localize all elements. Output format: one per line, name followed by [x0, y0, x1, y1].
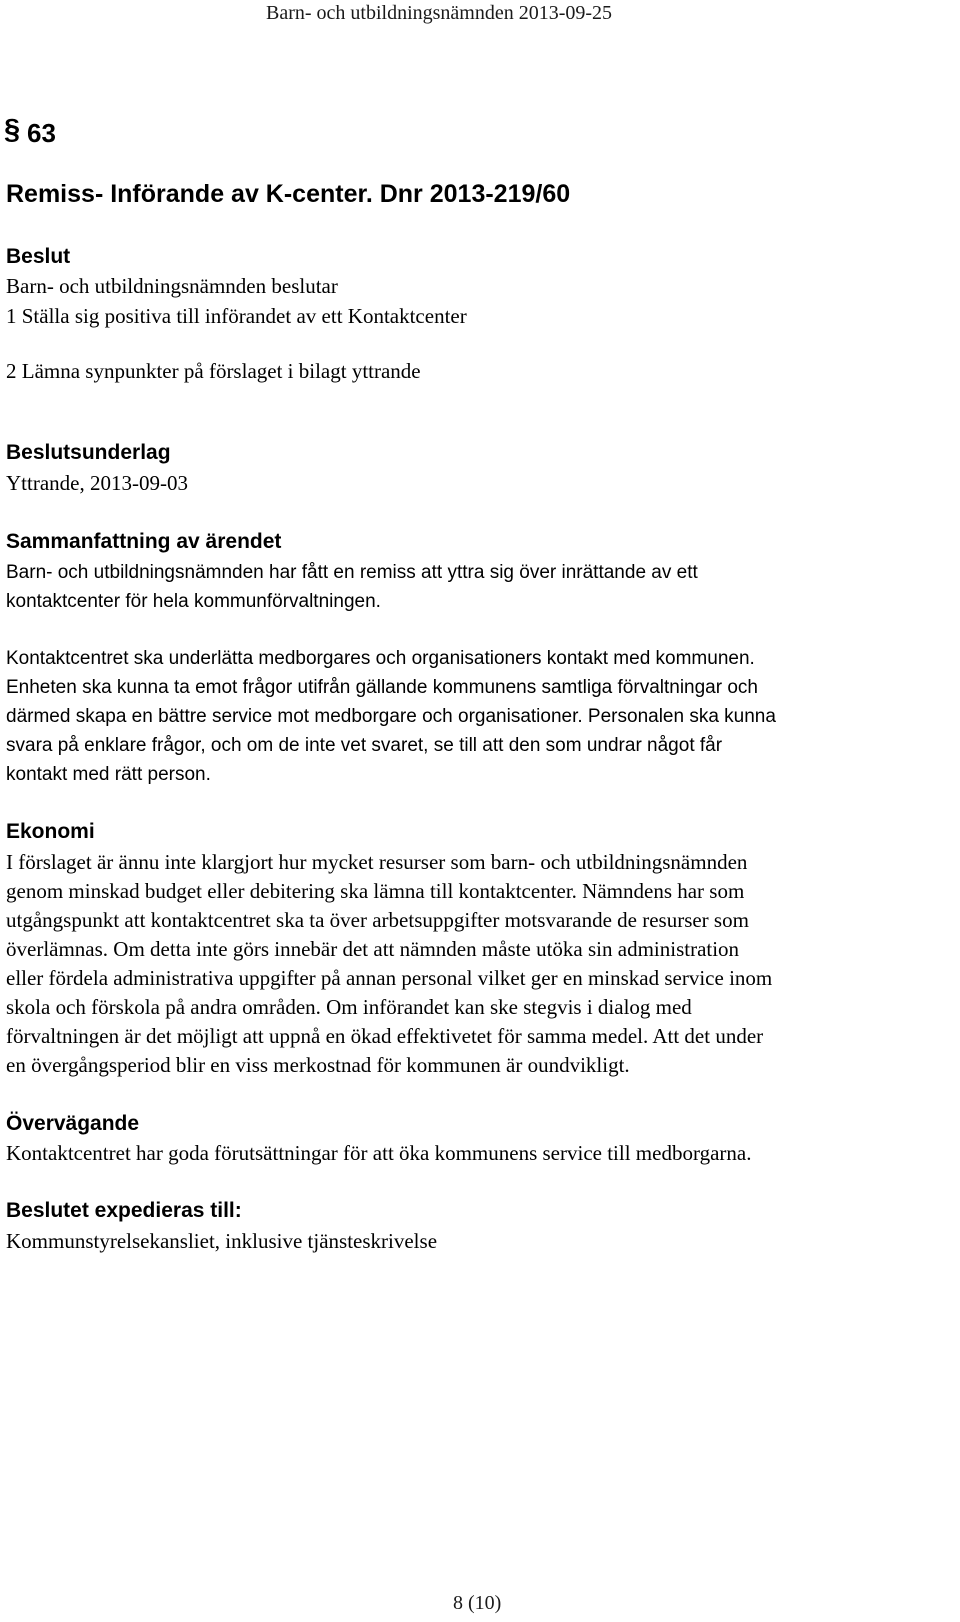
beslutsunderlag-heading: Beslutsunderlag: [6, 441, 171, 464]
paragraph-line: överlämnas. Om detta inte görs innebär det att nämnden måste utöka sin administration: [6, 937, 740, 961]
document-title: Remiss- Införande av K-center. Dnr 2013-219/60: [6, 180, 571, 208]
beslut-heading: Beslut: [6, 245, 71, 268]
paragraph-line: skola och förskola på andra områden. Om införandet kan ske stegvis i dialog med: [6, 995, 692, 1019]
overvagande-text: Kontaktcentret har goda förutsättningar för att öka kommunens service till medborgarna.: [6, 1141, 752, 1165]
sammanfattning-paragraph-1: [6, 558, 698, 616]
paragraph-line: Enheten ska kunna ta emot frågor utifrån gällande kommunens samtliga förvaltningar och: [6, 677, 758, 698]
beslut-line: 1 Ställa sig positiva till införandet av ett Kontaktcenter: [6, 304, 467, 328]
paragraph-line: utgångspunkt att kontaktcentret ska ta över arbetsuppgifter motsvarande de resurser som: [6, 908, 749, 932]
ekonomi-paragraph: [6, 848, 772, 1080]
beslut-line: Barn- och utbildningsnämnden beslutar: [6, 274, 338, 298]
paragraph-line: kontaktcenter för hela kommunförvaltningen.: [6, 591, 381, 612]
paragraph-line: svara på enklare frågor, och om de inte vet svaret, se till att den som undrar något får: [6, 735, 723, 756]
beslut-line: 2 Lämna synpunkter på förslaget i bilagt yttrande: [6, 359, 421, 383]
section-symbol: §: [4, 114, 21, 146]
paragraph-line: Barn- och utbildningsnämnden har fått en remiss att yttra sig över inrättande av ett: [6, 562, 698, 583]
paragraph-line: därmed skapa en bättre service mot medborgare och organisationer. Personalen ska kunna: [6, 706, 776, 727]
paragraph-line: Kontaktcentret ska underlätta medborgares och organisationers kontakt med kommunen.: [6, 648, 755, 669]
ekonomi-heading: Ekonomi: [6, 820, 95, 843]
page-number: 8 (10): [453, 1592, 502, 1614]
paragraph-line: I förslaget är ännu inte klargjort hur mycket resurser som barn- och utbildningsnämnden: [6, 850, 748, 874]
section-number: 63: [27, 118, 56, 148]
paragraph-line: en övergångsperiod blir en viss merkostnad för kommunen är oundvikligt.: [6, 1053, 630, 1077]
paragraph-line: förvaltningen är det möjligt att uppnå en ökad effektivetet för samma medel. Att det under: [6, 1024, 764, 1048]
paragraph-line: kontakt med rätt person.: [6, 764, 211, 785]
paragraph-line: eller fördela administrativa uppgifter på annan personal vilket ger en minskad service inom: [6, 966, 773, 990]
sammanfattning-paragraph-2: [6, 644, 776, 789]
overvagande-heading: Övervägande: [6, 1112, 140, 1135]
beslutsunderlag-text: Yttrande, 2013-09-03: [6, 471, 188, 495]
expedieras-heading: Beslutet expedieras till:: [6, 1199, 242, 1222]
paragraph-line: genom minskad budget eller debitering ska lämna till kontaktcenter. Nämndens har som: [6, 879, 745, 903]
expedieras-text: Kommunstyrelsekansliet, inklusive tjänsteskrivelse: [6, 1229, 438, 1253]
sammanfattning-heading: Sammanfattning av ärendet: [6, 530, 282, 553]
page-header: Barn- och utbildningsnämnden 2013-09-25: [266, 2, 613, 24]
